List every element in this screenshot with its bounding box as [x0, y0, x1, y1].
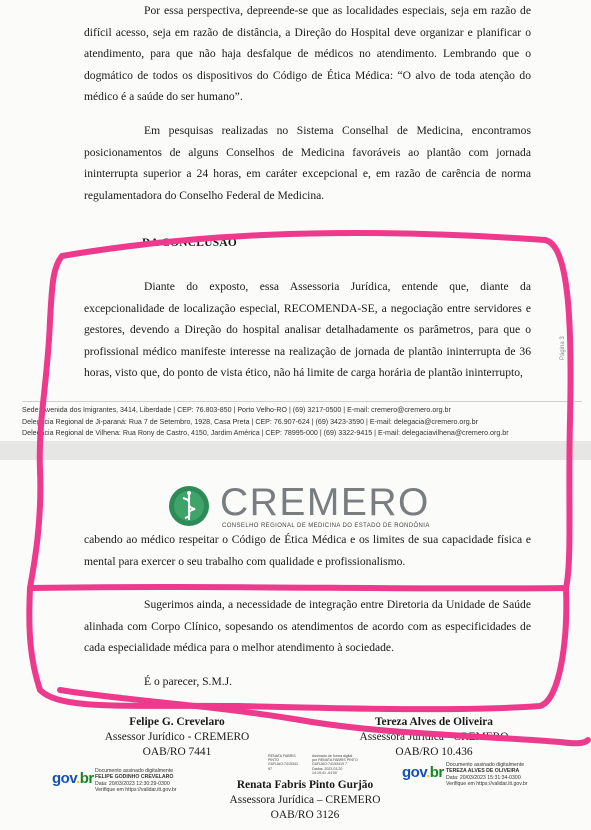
- signer-oab: OAB/RO 10.436: [395, 746, 473, 758]
- footer-line-vilhena: Delegacia Regional de Vilhena: Rua Rony de Castro, 4150, Jardim América | CEP: 78995-000 | (69) 3322-9415 | E-mail: delegaciavilhena@cremero.org.br: [22, 429, 509, 437]
- digital-signature-name-center: RENATA FABRIS PINTO GURJAO:7415341 97: [268, 754, 298, 771]
- closing-remark: É o parecer, S.M.J.: [144, 675, 233, 688]
- signer-name: Tereza Alves de Oliveira: [375, 716, 493, 728]
- govbr-logo-icon: gov.br: [52, 770, 94, 787]
- govbr-logo-icon: gov.br: [402, 764, 444, 781]
- paragraph-continuation: cabendo ao médico respeitar o Código de Ética Médica e os limites de sua capacidade física e mental para exercer o seu trabalho com qualidade e profissionalismo.: [84, 533, 531, 568]
- digital-signature-stamp-right: Documento assinado digitalmente TEREZA ALVES DE OLIVEIRA Data: 20/03/2023 15:31:34-0300 Verifique em https://validar.iti.gov.br: [446, 762, 528, 787]
- signer-oab: OAB/RO 3126: [270, 809, 340, 821]
- footer-line-sede: Sede: Avenida dos Imigrantes, 3414, Liberdade | CEP: 76.803-850 | Porto Velho-RO | (69) 3217-0500 | E-mail: cremero@cremero.org.br: [22, 406, 451, 414]
- paragraph-suggestion: Sugerimos ainda, a necessidade de integração entre Diretoria da Unidade de Saúde alinhada com Corpo Clínico, sopesando os atendimentos de acordo com as especificidades de cada especialidade médica para o melhor atendimento à sociedade.: [84, 598, 531, 654]
- signer-name: Felipe G. Crevelaro: [129, 716, 225, 728]
- footer-line-jiparana: Delegacia Regional de Ji-paraná: Rua 7 de Setembro, 1928, Casa Preta | CEP: 76.907-624 | (69) 3423-3590 | E-mail: delegacia@cremero.org.br: [22, 417, 478, 426]
- signer-name: Renata Fabris Pinto Gurjão: [236, 779, 374, 791]
- logo-wordmark: CREMERO: [220, 481, 430, 524]
- signer-oab: OAB/RO 7441: [142, 746, 212, 758]
- signer-role: Assessora Jurídica – CREMERO: [229, 794, 381, 806]
- pink-highlight-loop: [29, 233, 570, 709]
- pink-highlight-tail: [60, 690, 588, 743]
- digital-signature-details-center: Assinado de forma digital por RENATA FABRIS PINTO GURJAO:74153419 7 Dados: 2023.03.20 14:19:41 -04'00': [312, 754, 358, 775]
- paragraph-conclusion: Diante do exposto, essa Assessoria Jurídica, entende que, diante da excepcionalidade de localização especial, RECOMENDA-SE, a negociação entre servidores e gestores, devendo a Direção do hospital analisar detalhadamente os parâmetros, para que o profissional médico manifeste interesse na realização de jornada de plantão ininterrupta de 36 horas, visto que, do ponto de vista ético, não há limite de carga horária de plantão ininterrupto,: [84, 280, 531, 379]
- page-number-label: Página 3: [560, 336, 566, 360]
- section-heading-conclusion: DA CONCLUSÃO: [142, 237, 238, 249]
- signer-role: Assessor Jurídico - CREMERO: [104, 731, 250, 743]
- logo-subtitle: CONSELHO REGIONAL DE MEDICINA DO ESTADO DE RONDÔNIA: [222, 523, 430, 529]
- digital-signature-stamp-left: Documento assinado digitalmente FELIPE GODINHO CREVELARO Data: 20/03/2023 12:30:29-0300 Verifique em https://validar.iti.gov.br: [95, 768, 177, 793]
- paragraph-perspective: Por essa perspectiva, depreende-se que as localidades especiais, seja em razão de difícil acesso, seja em razão de distância, a Direção do Hospital deve organizar e planificar o atendimento, para que não haja desfalque de médicos no atendimento. Lembrando que o dogmático de todos os dispositivos do Código de Ética Médica: “O alvo de toda atenção do médico é a saúde do ser humano”.: [84, 4, 531, 103]
- paragraph-research: Em pesquisas realizadas no Sistema Conselhal de Medicina, encontramos posicionamentos de alguns Conselhos de Medicina favoráveis ao plantão com jornada ininterrupta superior a 24 horas, em caráter excepcional e, em razão de carência de norma regulamentadora do Conselho Federal de Medicina.: [84, 124, 531, 202]
- signer-role: Assessora Jurídica - CREMERO: [359, 731, 509, 743]
